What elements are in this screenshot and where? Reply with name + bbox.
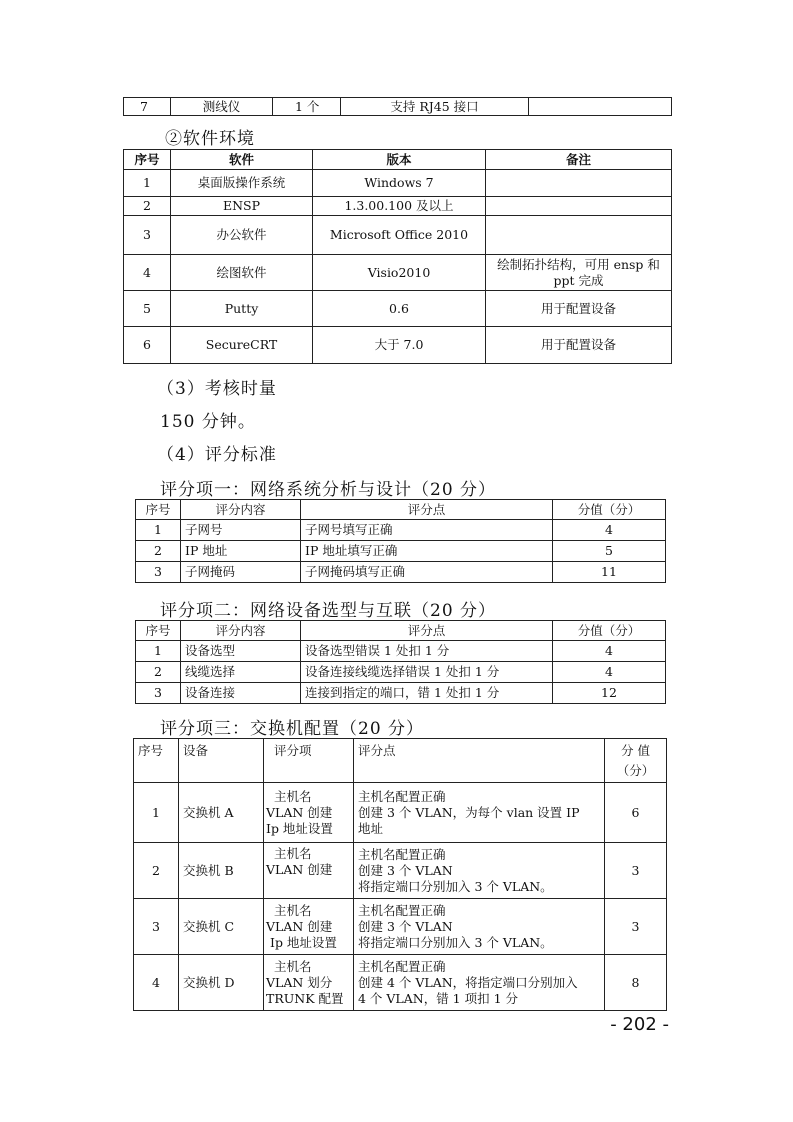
cell-device: 交换机 B (179, 843, 264, 899)
item-line: 主机名 (274, 902, 312, 918)
cell-no: 7 (124, 98, 171, 116)
item3-title: 评分项三：交换机配置（20 分） (160, 719, 425, 739)
item-line: Ip 地址设置 (270, 934, 337, 950)
cell-version: 0.6 (313, 291, 486, 327)
page-number: - 202 - (610, 1014, 669, 1035)
table-header-row (124, 150, 672, 170)
cell-score: 12 (553, 683, 666, 704)
cell-no: 2 (136, 662, 181, 683)
item-line: VLAN 划分 (266, 974, 333, 990)
item-line: Ip 地址设置 (266, 820, 333, 836)
cell-points (354, 899, 605, 955)
time-value: 150 分钟。 (160, 412, 256, 432)
cell-software: 办公软件 (171, 216, 313, 255)
header-software: 软件 (171, 150, 313, 170)
cell-version: 1.3.00.100 及以上 (313, 197, 486, 216)
table-row (124, 216, 672, 255)
cell-no: 4 (134, 955, 179, 1011)
cell-score: 11 (553, 562, 666, 583)
header-note: 备注 (486, 150, 672, 170)
point-line: 创建 3 个 VLAN，为每个 vlan 设置 IP (358, 804, 580, 820)
cell-note: 绘制拓扑结构，可用 ensp 和 ppt 完成 (486, 255, 672, 291)
cell-content: 设备选型 (181, 641, 301, 662)
cell-no: 1 (136, 520, 181, 541)
point-line: 创建 3 个 VLAN (358, 918, 453, 934)
cell-points (354, 783, 605, 843)
cell-points (354, 955, 605, 1011)
cell-point: IP 地址填写正确 (301, 541, 553, 562)
point-line: 创建 4 个 VLAN，将指定端口分别加入 (358, 974, 578, 990)
cell-no: 3 (134, 899, 179, 955)
cell-score: 4 (553, 662, 666, 683)
header-score: 分值（分） (553, 621, 666, 641)
hardware-table-tail (123, 97, 672, 116)
cell-note: 用于配置设备 (486, 291, 672, 327)
cell-point: 子网号填写正确 (301, 520, 553, 541)
item-line: TRUNK 配置 (266, 990, 344, 1006)
cell-score: 4 (553, 641, 666, 662)
score-heading: （4）评分标准 (157, 445, 277, 465)
table-row (124, 255, 672, 291)
table-row (136, 641, 666, 662)
point-line: 主机名配置正确 (358, 902, 446, 918)
cell-score: 6 (605, 783, 667, 843)
table-row (134, 955, 667, 1011)
item-line: 主机名 (274, 788, 312, 804)
table-header-row (136, 500, 666, 520)
point-line: 主机名配置正确 (358, 958, 446, 974)
table-row (124, 170, 672, 197)
header-no: 序号 (136, 621, 181, 641)
table-header-row (134, 739, 667, 783)
cell-no: 5 (124, 291, 171, 327)
point-line: 创建 3 个 VLAN (358, 862, 453, 878)
header-point: 评分点 (301, 500, 553, 520)
cell-no: 1 (134, 783, 179, 843)
cell-software: SecureCRT (171, 327, 313, 364)
cell-no: 4 (124, 255, 171, 291)
cell-software: Putty (171, 291, 313, 327)
cell-note: 用于配置设备 (486, 327, 672, 364)
cell-note (529, 98, 672, 116)
cell-score: 5 (553, 541, 666, 562)
cell-items (264, 899, 354, 955)
table-row (136, 541, 666, 562)
cell-score: 3 (605, 843, 667, 899)
time-heading: （3）考核时量 (157, 379, 277, 399)
cell-no: 3 (136, 683, 181, 704)
cell-software: 桌面版操作系统 (171, 170, 313, 197)
item1-table (135, 499, 666, 583)
cell-no: 3 (124, 216, 171, 255)
item-line: VLAN 创建 (266, 862, 333, 877)
cell-content: 子网掩码 (181, 562, 301, 583)
header-score-line1: 分 值 (621, 743, 650, 758)
cell-device: 交换机 D (179, 955, 264, 1011)
item-line: 主机名 (274, 958, 312, 974)
cell-device: 交换机 A (179, 783, 264, 843)
table-row (136, 562, 666, 583)
table-row (136, 662, 666, 683)
cell-items (264, 843, 354, 899)
cell-points (354, 843, 605, 899)
header-version: 版本 (313, 150, 486, 170)
cell-point: 连接到指定的端口，错 1 处扣 1 分 (301, 683, 553, 704)
cell-score: 4 (553, 520, 666, 541)
header-score-line2: （分） (616, 763, 655, 778)
header-no: 序号 (134, 739, 179, 783)
cell-version: 大于 7.0 (313, 327, 486, 364)
software-table (123, 149, 672, 364)
cell-point: 设备连接线缆选择错误 1 处扣 1 分 (301, 662, 553, 683)
point-line: 主机名配置正确 (358, 846, 446, 862)
point-line: 主机名配置正确 (358, 788, 446, 804)
point-line: 地址 (358, 820, 384, 836)
table-row (134, 899, 667, 955)
point-line: 将指定端口分别加入 3 个 VLAN。 (358, 934, 553, 950)
cell-software: ENSP (171, 197, 313, 216)
cell-software: 绘图软件 (171, 255, 313, 291)
header-point: 评分点 (354, 739, 605, 783)
header-no: 序号 (136, 500, 181, 520)
header-no: 序号 (124, 150, 171, 170)
cell-score: 8 (605, 955, 667, 1011)
table-row (134, 843, 667, 899)
cell-no: 2 (124, 197, 171, 216)
header-score: 分值（分） (553, 500, 666, 520)
cell-items (264, 955, 354, 1011)
table-row (136, 520, 666, 541)
item1-title: 评分项一：网络系统分析与设计（20 分） (160, 480, 497, 500)
cell-device: 交换机 C (179, 899, 264, 955)
cell-qty: 1 个 (273, 98, 341, 116)
cell-no: 1 (124, 170, 171, 197)
table-row (124, 327, 672, 364)
cell-point: 子网掩码填写正确 (301, 562, 553, 583)
cell-score: 3 (605, 899, 667, 955)
table-row (136, 683, 666, 704)
cell-content: 设备连接 (181, 683, 301, 704)
cell-no: 1 (136, 641, 181, 662)
item-line: 主机名 (274, 846, 312, 861)
cell-no: 2 (134, 843, 179, 899)
cell-version: Microsoft Office 2010 (313, 216, 486, 255)
header-item: 评分项 (264, 739, 354, 783)
cell-spec: 支持 RJ45 接口 (341, 98, 529, 116)
cell-version: Windows 7 (313, 170, 486, 197)
cell-point: 设备选型错误 1 处扣 1 分 (301, 641, 553, 662)
item3-table (133, 738, 667, 1011)
point-line: 4 个 VLAN，错 1 项扣 1 分 (358, 990, 518, 1006)
cell-content: IP 地址 (181, 541, 301, 562)
cell-no: 3 (136, 562, 181, 583)
cell-version: Visio2010 (313, 255, 486, 291)
table-row (124, 291, 672, 327)
cell-items (264, 783, 354, 843)
cell-no: 6 (124, 327, 171, 364)
table-row (134, 783, 667, 843)
cell-no: 2 (136, 541, 181, 562)
header-point: 评分点 (301, 621, 553, 641)
header-device: 设备 (179, 739, 264, 783)
cell-content: 线缆选择 (181, 662, 301, 683)
item2-table (135, 620, 666, 704)
cell-note (486, 216, 672, 255)
table-row (124, 197, 672, 216)
item-line: VLAN 创建 (266, 918, 333, 934)
header-content: 评分内容 (181, 500, 301, 520)
header-score (605, 739, 667, 783)
cell-note (486, 197, 672, 216)
item-line: VLAN 创建 (266, 804, 333, 820)
cell-name: 测线仪 (171, 98, 273, 116)
cell-note (486, 170, 672, 197)
table-row (124, 98, 672, 116)
point-line: 将指定端口分别加入 3 个 VLAN。 (358, 878, 553, 894)
item2-title: 评分项二：网络设备选型与互联（20 分） (160, 601, 497, 621)
header-content: 评分内容 (181, 621, 301, 641)
cell-content: 子网号 (181, 520, 301, 541)
software-heading: ②软件环境 (165, 129, 255, 149)
table-header-row (136, 621, 666, 641)
